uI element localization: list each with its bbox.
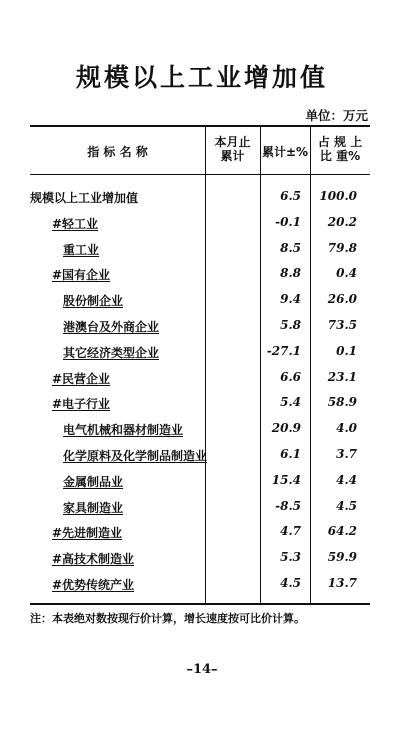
table-row bbox=[30, 572, 370, 598]
row-ratio: 59.9 bbox=[327, 550, 357, 565]
row-indicator-name: 金属制品业 bbox=[63, 474, 124, 489]
row-cumulative-growth: 5.4 bbox=[280, 395, 301, 410]
row-cumulative-growth: -0.1 bbox=[275, 214, 301, 229]
row-cumulative-growth: 5.3 bbox=[280, 550, 301, 565]
row-indicator-name: #电子行业 bbox=[52, 397, 111, 412]
row-indicator-name: 家具制造业 bbox=[63, 500, 124, 515]
header-name: 指 标 名 称 bbox=[87, 145, 148, 159]
table-header-rule bbox=[30, 174, 370, 175]
row-ratio: 3.7 bbox=[336, 447, 357, 461]
table-row bbox=[30, 366, 370, 392]
table-row bbox=[30, 495, 370, 521]
row-ratio: 58.9 bbox=[327, 395, 357, 410]
table-row bbox=[30, 185, 370, 211]
table-row bbox=[30, 314, 370, 340]
row-ratio: 0.1 bbox=[336, 343, 357, 358]
header-month-cumulative bbox=[205, 135, 260, 163]
row-ratio: 23.1 bbox=[327, 369, 357, 384]
table-top-rule bbox=[30, 125, 370, 127]
table-row bbox=[30, 546, 370, 572]
table-bottom-rule bbox=[30, 603, 370, 605]
row-indicator-name: #高技术制造业 bbox=[52, 552, 135, 567]
row-cumulative-growth: 6.1 bbox=[280, 447, 301, 461]
row-cumulative-growth: -27.1 bbox=[266, 343, 301, 358]
header-ratio-line1: 占 规 上 bbox=[317, 135, 363, 149]
row-ratio: 13.7 bbox=[327, 576, 357, 590]
row-cumulative-growth: 8.5 bbox=[280, 240, 301, 255]
row-ratio: 64.2 bbox=[327, 524, 357, 539]
row-cumulative-growth: 9.4 bbox=[280, 292, 301, 307]
row-cumulative-growth: 8.8 bbox=[280, 266, 301, 281]
header-ratio bbox=[310, 135, 370, 163]
header-ratio-line2: 比 重% bbox=[319, 149, 361, 163]
row-ratio: 73.5 bbox=[327, 318, 357, 332]
table-row bbox=[30, 417, 370, 443]
row-indicator-name: #轻工业 bbox=[52, 216, 99, 231]
unit-label: 单位：万元 bbox=[305, 108, 368, 123]
row-indicator-name: #先进制造业 bbox=[52, 526, 123, 541]
header-cumulative-growth: 累计±% bbox=[261, 145, 309, 159]
row-ratio: 4.5 bbox=[336, 498, 357, 513]
row-indicator-name: 其它经济类型企业 bbox=[63, 345, 160, 360]
page-title: 规模以上工业增加值 bbox=[75, 63, 328, 92]
row-ratio: 4.4 bbox=[336, 472, 357, 487]
page-number: –14– bbox=[186, 662, 218, 677]
row-indicator-name: 港澳台及外商企业 bbox=[63, 320, 160, 334]
table-row bbox=[30, 443, 370, 469]
row-ratio: 4.0 bbox=[336, 421, 357, 436]
table-row bbox=[30, 391, 370, 417]
row-indicator-name: 电气机械和器材制造业 bbox=[63, 423, 184, 438]
row-cumulative-growth: 4.7 bbox=[280, 524, 301, 539]
row-indicator-name: 规模以上工业增加值 bbox=[30, 191, 139, 205]
row-indicator-name: 化学原料及化学制品制造业 bbox=[63, 449, 208, 463]
row-cumulative-growth: 15.4 bbox=[271, 472, 301, 487]
row-cumulative-growth: 6.5 bbox=[280, 189, 301, 203]
table-row bbox=[30, 340, 370, 366]
table-row bbox=[30, 237, 370, 263]
row-ratio: 100.0 bbox=[319, 189, 357, 203]
row-indicator-name: #国有企业 bbox=[52, 268, 111, 283]
row-cumulative-growth: 4.5 bbox=[280, 576, 301, 590]
row-indicator-name: 重工业 bbox=[63, 242, 100, 257]
row-cumulative-growth: -8.5 bbox=[275, 498, 301, 513]
table-row bbox=[30, 262, 370, 288]
header-month-line1: 本月止 bbox=[214, 135, 251, 149]
row-indicator-name: #优势传统产业 bbox=[52, 578, 135, 592]
row-ratio: 20.2 bbox=[327, 214, 357, 229]
footnote: 注：本表绝对数按现行价计算，增长速度按可比价计算。 bbox=[30, 612, 305, 625]
row-ratio: 26.0 bbox=[327, 292, 357, 307]
table-row bbox=[30, 288, 370, 314]
row-cumulative-growth: 20.9 bbox=[271, 421, 301, 436]
table-row bbox=[30, 469, 370, 495]
row-indicator-name: #民营企业 bbox=[52, 371, 111, 386]
row-ratio: 79.8 bbox=[327, 240, 357, 255]
table-row bbox=[30, 211, 370, 237]
header-month-line2: 累计 bbox=[220, 149, 245, 163]
row-indicator-name: 股份制企业 bbox=[63, 294, 124, 309]
row-ratio: 0.4 bbox=[336, 266, 357, 281]
table-row bbox=[30, 520, 370, 546]
row-cumulative-growth: 5.8 bbox=[280, 318, 301, 332]
row-cumulative-growth: 6.6 bbox=[280, 369, 301, 384]
